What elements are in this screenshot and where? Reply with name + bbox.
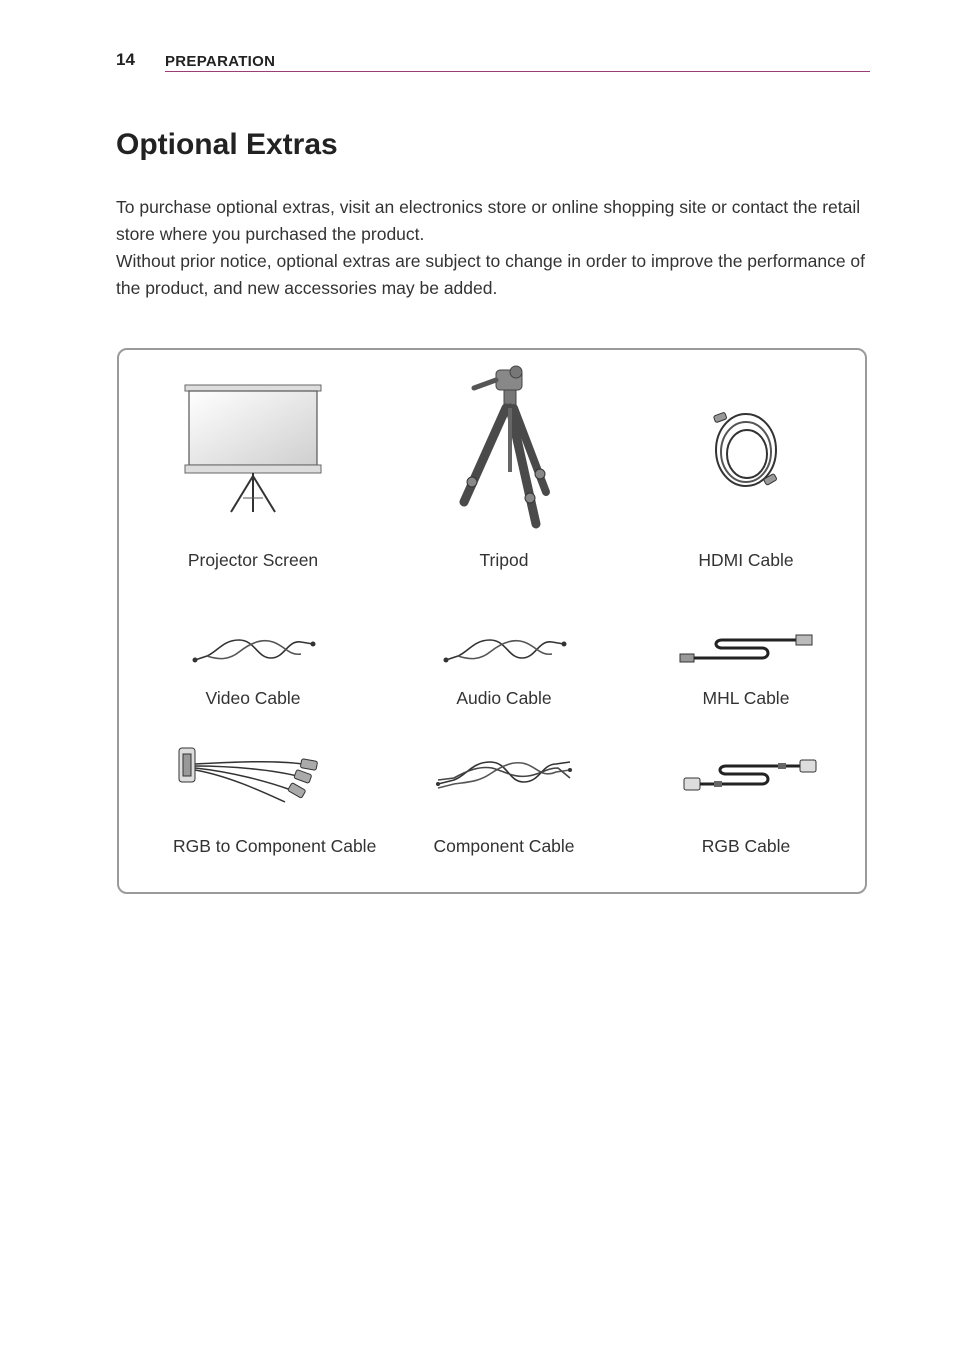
item-rgb-cable (666, 750, 826, 870)
item-label: RGB Cable (701, 836, 791, 856)
hdmi-cable-icon (666, 400, 826, 500)
item-label: MHL Cable (702, 688, 790, 708)
item-rgb-to-component-cable (173, 740, 377, 870)
item-component-cable (424, 750, 584, 870)
section-label: PREPARATION (165, 53, 276, 70)
item-label: Audio Cable (456, 688, 552, 708)
page-number: 14 (116, 50, 135, 69)
audio-cable-icon (424, 630, 584, 670)
item-projector-screen (173, 380, 333, 580)
item-label: Video Cable (205, 688, 301, 708)
item-label: RGB to Component Cable (173, 836, 377, 856)
item-video-cable (173, 630, 333, 720)
page-title: Optional Extras (116, 128, 338, 161)
item-audio-cable (424, 630, 584, 720)
item-tripod (424, 362, 584, 580)
tripod-icon (424, 362, 584, 534)
item-hdmi-cable (666, 400, 826, 580)
rgb-cable-icon (666, 750, 826, 798)
item-label: Component Cable (433, 836, 575, 856)
rgb-to-component-cable-icon (173, 740, 333, 810)
header-rule (165, 71, 870, 72)
projector-screen-icon (173, 380, 333, 520)
intro-text (116, 194, 876, 302)
intro-paragraph-2: Without prior notice, optional extras are subject to change in order to improve the performance of the product, and new accessories may be added. (116, 251, 866, 298)
item-label: Projector Screen (187, 550, 319, 570)
item-label: HDMI Cable (698, 550, 794, 570)
intro-paragraph-1: To purchase optional extras, visit an electronics store or online shopping site or contact the retail store where you purchased the product. (116, 197, 861, 244)
video-cable-icon (173, 630, 333, 670)
mhl-cable-icon (666, 630, 826, 670)
component-cable-icon (424, 750, 584, 798)
item-mhl-cable (666, 630, 826, 720)
item-label: Tripod (479, 550, 529, 570)
